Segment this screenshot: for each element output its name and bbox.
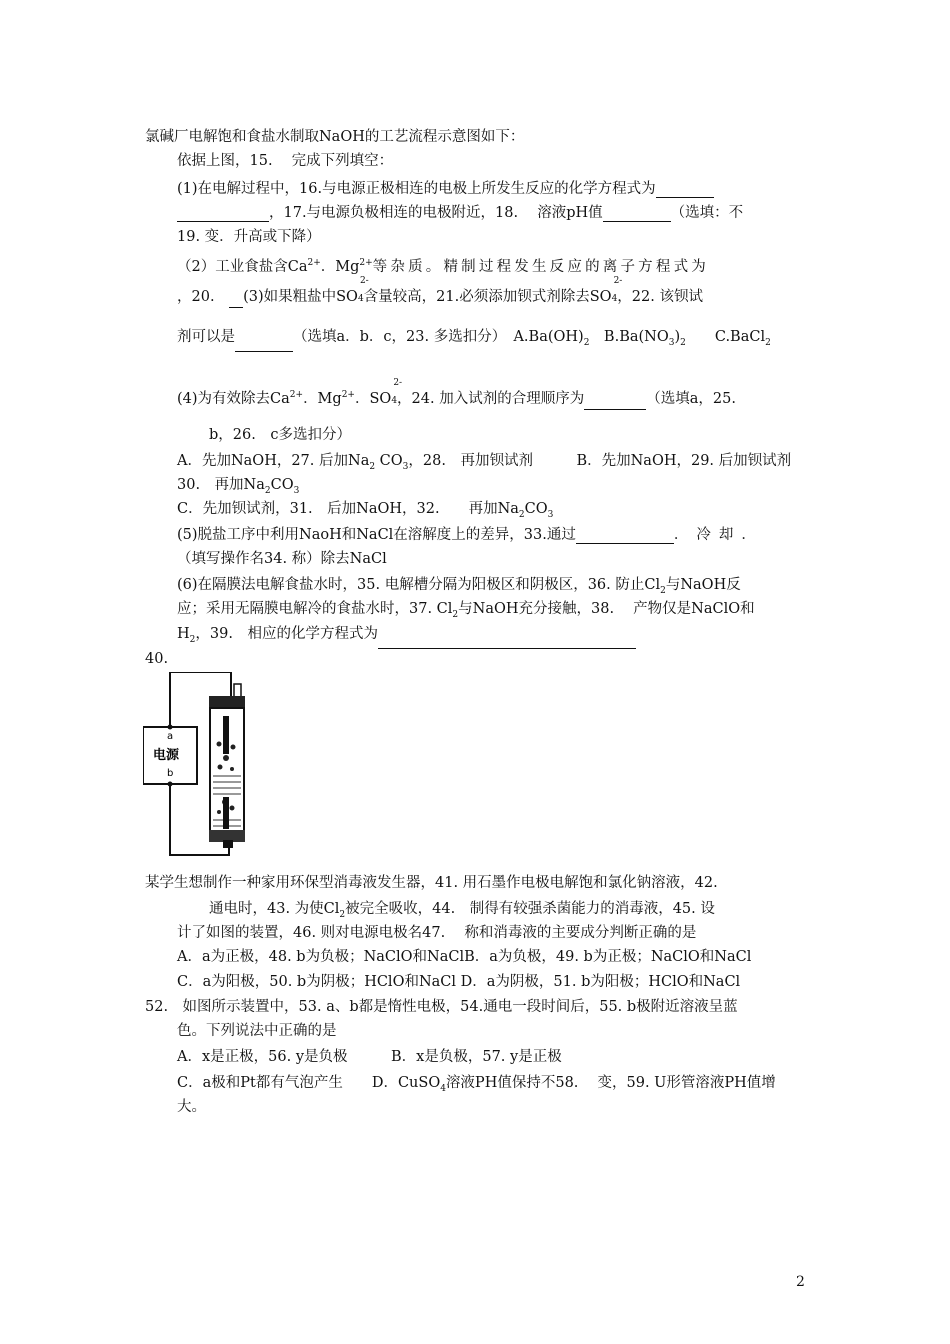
- text: C．先加钡试剂，31. 后加NaOH，32. 再加Na: [177, 501, 519, 517]
- question-2: [177, 254, 709, 276]
- answer-blank[interactable]: [378, 634, 636, 649]
- text: 19. 变．升高或下降）: [177, 229, 321, 245]
- subscript: 3: [293, 485, 300, 496]
- text-line: [177, 625, 636, 649]
- terminal-a-dot: [168, 725, 173, 730]
- text: 含量较高，21.必须添加钡式剂除去SO: [363, 289, 612, 305]
- so4-ion: [611, 276, 623, 308]
- text: A．先加NaOH，27. 后加Na: [177, 453, 370, 469]
- subscript: 4: [611, 294, 618, 304]
- page-number: 2: [796, 1274, 805, 1290]
- text: A．a为正极，48. b为负极；NaClO和NaClB．a为负极，49. b为正极；NaClO和NaCl: [177, 949, 752, 965]
- text: B.Ba(NO: [589, 329, 669, 345]
- answer-blank[interactable]: [576, 529, 674, 544]
- text-line: [177, 600, 755, 624]
- text: ，24. 加入试剂的合理顺序为: [397, 390, 585, 407]
- option-line: [177, 973, 740, 991]
- text-line: [177, 204, 743, 222]
- text: ．Mg: [303, 390, 342, 407]
- text: CO: [375, 453, 403, 469]
- option-line: [177, 948, 751, 966]
- answer-blank[interactable]: [603, 207, 671, 222]
- text: 与NaOH反: [665, 577, 741, 593]
- subscript: 2: [680, 337, 686, 348]
- so4-ion: [391, 377, 403, 410]
- text-line: [177, 152, 393, 170]
- bottom-plug: [223, 840, 233, 848]
- text: 大。: [177, 1099, 206, 1115]
- subscript: 2: [189, 634, 196, 645]
- text: 52. 如图所示装置中，53. a、b都是惰性电极，54.通电一段时间后，55. b极附近溶液呈蓝: [145, 999, 738, 1015]
- text: ，39. 相应的化学方程式为: [195, 626, 378, 642]
- text: CO: [270, 477, 294, 493]
- question-5: [177, 526, 764, 544]
- text-line: [177, 924, 696, 942]
- option-line: [177, 500, 553, 524]
- text: 应；采用无隔膜电解冷的食盐水时，37. Cl: [177, 601, 453, 617]
- text: (1)在电解过程中，16.与电源正极相连的电极上所发生反应的化学方程式为: [177, 181, 656, 197]
- answer-blank[interactable]: [584, 395, 646, 410]
- terminal-b-dot: [168, 782, 173, 787]
- charge: 2-: [613, 276, 623, 286]
- text: (6)在隔膜法电解食盐水时，35. 电解槽分隔为阳极区和阴极区，36. 防止Cl: [177, 577, 661, 593]
- question-41: [145, 874, 718, 892]
- text: 剂可以是: [177, 329, 235, 345]
- text: ．冷却．: [673, 527, 764, 543]
- terminal-b-label: b: [167, 768, 174, 779]
- text: 氯碱厂电解饱和食盐水制取NaOH的工艺流程示意图如下：: [145, 129, 525, 145]
- question-4: [177, 377, 736, 410]
- electrolysis-apparatus-diagram: [143, 672, 278, 862]
- question-3: [177, 276, 703, 308]
- text: ．Mg: [320, 258, 360, 275]
- subscript: 2: [518, 509, 525, 520]
- text-line: [177, 1022, 337, 1040]
- terminal-a-label: a: [167, 731, 174, 742]
- question-number: [145, 650, 168, 668]
- subscript: 2: [583, 337, 590, 348]
- text-line: [209, 900, 715, 924]
- text: (5)脱盐工序中利用NaoH和NaCl在溶解度上的差异，33.通过: [177, 527, 576, 543]
- subscript: 2: [765, 337, 771, 348]
- question-6: [177, 576, 741, 600]
- subscript: 4: [357, 294, 364, 304]
- text: (4)为有效除去Ca: [177, 390, 290, 407]
- text: A．x是正极，56. y是负极 B．x是负极，57. y是正极: [177, 1049, 562, 1065]
- text: （2）工业食盐含Ca: [177, 258, 308, 275]
- subscript: 2: [264, 485, 271, 496]
- so4-ion: [357, 276, 369, 308]
- text: 某学生想制作一种家用环保型消毒液发生器，41. 用石墨作电极电解饱和氯化钠溶液，42.: [145, 875, 718, 891]
- text: 与NaOH充分接触，38. 产物仅是NaClO和: [458, 601, 755, 617]
- text: 依据上图，15. 完成下列填空：: [177, 153, 394, 169]
- text: （选填：不: [670, 205, 744, 221]
- text: （选填a．b．c，23. 多选扣分） A.Ba(OH): [293, 329, 584, 345]
- answer-blank[interactable]: [177, 207, 269, 222]
- question-52: [145, 998, 738, 1016]
- answer-blank[interactable]: [229, 293, 243, 308]
- text: 等杂质。精制过程发生反应的离子方程式为: [372, 258, 709, 275]
- superscript: 2+: [307, 258, 321, 268]
- answer-blank[interactable]: [656, 183, 714, 198]
- superscript: 2+: [359, 258, 373, 268]
- option-line: [177, 1074, 776, 1098]
- answer-blank[interactable]: [235, 337, 293, 352]
- option-line: [177, 452, 791, 476]
- subscript: 2: [660, 585, 666, 596]
- text: H: [177, 626, 190, 642]
- text: ，17.与电源负极相连的电极附近，18. 溶液pH值: [269, 205, 603, 221]
- upper-electrode: [223, 716, 229, 754]
- text: 色。下列说法中正确的是: [177, 1023, 337, 1039]
- subscript: 2: [339, 909, 346, 920]
- charge: 2-: [359, 276, 369, 286]
- subscript: 4: [440, 1083, 446, 1094]
- text: 通电时，43. 为使Cl: [209, 901, 340, 917]
- option-line: [177, 1048, 562, 1066]
- text: C．a极和Pt都有气泡产生 D．CuSO: [177, 1075, 441, 1091]
- charge: 2-: [393, 377, 403, 388]
- text: ，20.: [177, 289, 230, 305]
- text-line: [177, 550, 387, 568]
- text: 40.: [145, 651, 169, 667]
- subscript: 3: [547, 509, 554, 520]
- text: ): [674, 329, 681, 345]
- superscript: 2+: [341, 390, 355, 400]
- text: ．SO: [354, 390, 392, 407]
- subscript: 3: [668, 337, 675, 348]
- text-line: [177, 1098, 206, 1116]
- subscript: 2: [369, 461, 376, 472]
- text: ，22. 该钡试: [617, 289, 703, 305]
- subscript: 3: [402, 461, 409, 472]
- option-line: [177, 476, 299, 500]
- text: b，26. c多选扣分）: [209, 427, 351, 443]
- intro-line: [145, 128, 524, 146]
- text: 被完全吸收，44. 制得有较强杀菌能力的消毒液，45. 设: [345, 901, 715, 917]
- text: 溶液PH值保持不58. 变，59. U形管溶液PH值增: [445, 1075, 776, 1091]
- text: （填写操作名34. 称）除去NaCl: [177, 551, 387, 567]
- subscript: 2: [452, 609, 459, 620]
- text-line: [209, 426, 351, 444]
- text-line: [177, 328, 771, 352]
- text-line: [177, 228, 321, 246]
- question-1: [177, 180, 714, 198]
- text: C.BaCl: [685, 329, 766, 345]
- text: CO: [524, 501, 548, 517]
- text: （选填a，25.: [646, 390, 736, 407]
- power-supply-label: 电源: [153, 748, 180, 763]
- superscript: 2+: [289, 390, 304, 400]
- text: (3)如果粗盐中SO: [243, 289, 358, 305]
- text: C．a为阳极，50. b为阴极；HClO和NaCl D．a为阴极，51. b为阳极；HClO和NaCl: [177, 974, 741, 990]
- subscript: 4: [391, 395, 398, 406]
- text: ，28. 再加钡试剂 B．先加NaOH，29. 后加钡试剂: [408, 453, 792, 469]
- text: 30. 再加Na: [177, 477, 265, 493]
- lower-electrode: [223, 797, 229, 829]
- text: 计了如图的装置，46. 则对电源电极名47. 称和消毒液的主要成分判断正确的是: [177, 925, 697, 941]
